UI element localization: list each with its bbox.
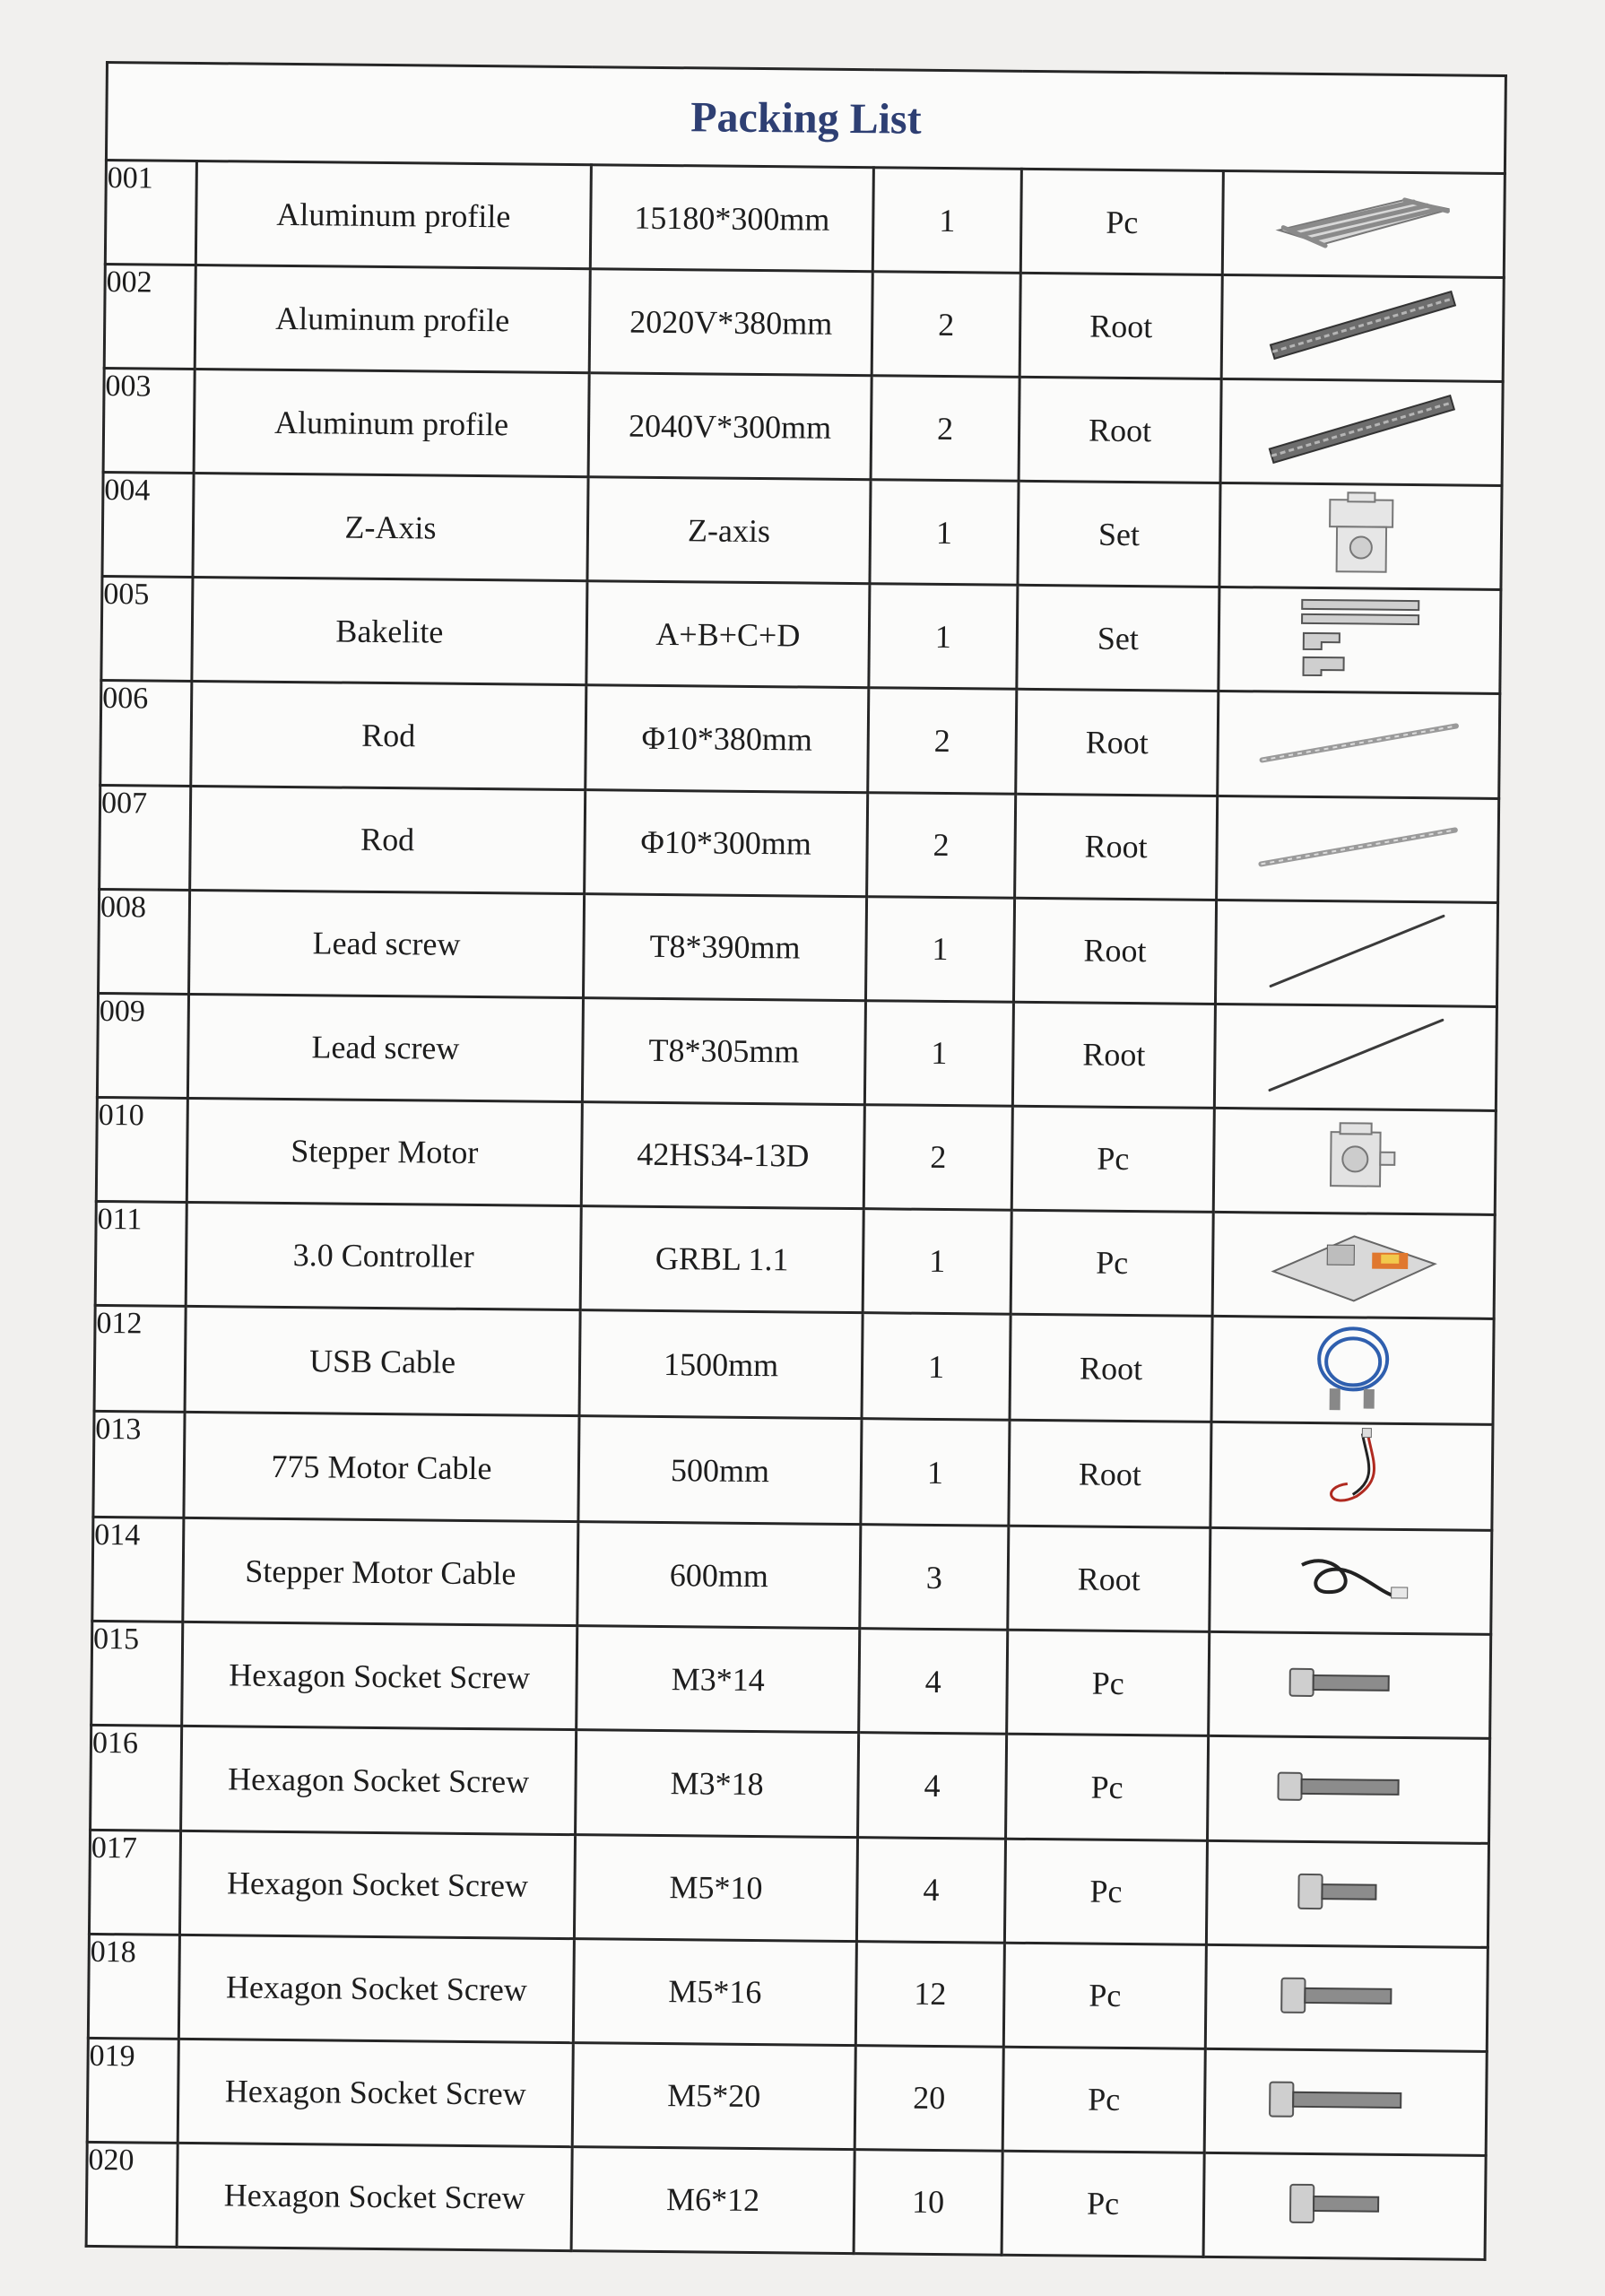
profile-bar-icon (1258, 389, 1465, 472)
table-row (100, 785, 1499, 902)
item-number: 013 (93, 1412, 185, 1518)
table-row (97, 993, 1497, 1110)
item-picture (1217, 796, 1499, 902)
item-name: Z-Axis (193, 474, 588, 581)
table-row (92, 1518, 1492, 1635)
item-unit: Root (1019, 377, 1221, 483)
table-row (91, 1622, 1491, 1739)
item-unit: Pc (1002, 2047, 1205, 2152)
item-unit: Root (1013, 898, 1216, 1004)
item-name: USB Cable (185, 1306, 580, 1415)
item-name: Hexagon Socket Screw (181, 1726, 577, 1834)
aluminum-frame-icon (1269, 181, 1458, 264)
item-spec: M5*10 (574, 1834, 857, 1941)
lead-screw-icon (1256, 1009, 1454, 1100)
item-number: 009 (97, 993, 188, 1098)
item-quantity: 1 (861, 1419, 1010, 1526)
item-number: 016 (91, 1726, 182, 1831)
item-number: 001 (105, 161, 196, 265)
item-unit: Root (1008, 1526, 1210, 1631)
item-spec: T8*305mm (582, 997, 865, 1104)
table-row (101, 577, 1501, 694)
usb-cable-icon (1298, 1318, 1407, 1418)
item-name: Hexagon Socket Screw (178, 1935, 574, 2042)
socket-screw-icon (1280, 2177, 1409, 2231)
item-name: Hexagon Socket Screw (179, 1831, 575, 1938)
bakelite-plates-icon (1292, 593, 1427, 683)
table-row (100, 681, 1500, 798)
item-quantity: 1 (869, 584, 1018, 690)
item-name: Lead screw (187, 994, 583, 1101)
table-row (99, 889, 1498, 1006)
item-spec: M5*20 (572, 2042, 855, 2149)
item-quantity: 3 (860, 1525, 1009, 1631)
item-number: 008 (99, 889, 190, 994)
item-picture (1213, 1108, 1496, 1214)
item-unit: Set (1018, 482, 1220, 587)
item-number: 002 (104, 265, 195, 370)
item-number: 003 (103, 369, 195, 474)
motor-cable-icon (1302, 1424, 1401, 1524)
item-name: Stepper Motor (187, 1098, 582, 1205)
socket-screw-icon (1260, 2072, 1431, 2127)
item-name: Rod (191, 682, 586, 789)
item-number: 018 (88, 1934, 179, 2039)
item-quantity: 2 (867, 792, 1016, 898)
item-picture (1219, 483, 1502, 590)
rod-icon (1251, 715, 1467, 770)
item-spec: T8*390mm (583, 893, 866, 1000)
item-unit: Pc (1011, 1106, 1214, 1212)
item-spec: 1500mm (579, 1310, 863, 1419)
item-quantity: 4 (858, 1733, 1007, 1839)
profile-bar-icon (1259, 285, 1466, 368)
table-row (87, 2038, 1487, 2155)
rod-icon (1250, 819, 1466, 874)
item-unit: Set (1017, 586, 1219, 691)
item-name: 775 Motor Cable (184, 1413, 579, 1522)
item-number: 011 (95, 1201, 187, 1306)
item-spec: 2020V*380mm (589, 269, 872, 376)
item-spec: M5*16 (573, 1938, 856, 2045)
item-spec: 15180*300mm (590, 165, 873, 272)
item-number: 014 (92, 1518, 184, 1622)
item-picture (1209, 1632, 1491, 1739)
item-spec: M6*12 (571, 2146, 855, 2253)
table-row (105, 161, 1505, 278)
stepper-cable-icon (1283, 1538, 1418, 1620)
item-unit: Pc (1006, 1735, 1209, 1840)
item-spec: M3*14 (577, 1626, 860, 1733)
table-row (104, 265, 1504, 382)
item-spec: 600mm (577, 1522, 861, 1629)
packing-list-body (86, 161, 1505, 2260)
item-picture (1203, 2152, 1486, 2259)
item-unit: Pc (1004, 1839, 1207, 1944)
item-spec: 500mm (578, 1416, 862, 1525)
item-picture (1214, 1004, 1497, 1110)
item-spec: Φ10*380mm (586, 685, 869, 792)
item-number: 007 (100, 785, 191, 890)
item-number: 015 (91, 1622, 183, 1726)
item-picture (1219, 587, 1501, 694)
item-unit: Pc (1003, 1943, 1206, 2048)
item-picture (1208, 1736, 1490, 1843)
table-row (94, 1305, 1494, 1424)
table-row (93, 1412, 1493, 1531)
item-picture (1222, 170, 1505, 277)
item-name: Stepper Motor Cable (183, 1518, 578, 1626)
page-title: Packing List (106, 63, 1505, 174)
item-number: 017 (89, 1830, 180, 1935)
item-quantity: 2 (863, 1105, 1012, 1211)
table-row (88, 1934, 1488, 2051)
item-quantity: 2 (871, 376, 1019, 482)
item-spec: Φ10*300mm (585, 789, 868, 896)
item-picture (1212, 1212, 1495, 1318)
item-unit: Pc (1002, 2151, 1204, 2257)
item-picture (1210, 1528, 1492, 1635)
item-name: 3.0 Controller (186, 1202, 581, 1309)
item-quantity: 1 (863, 1209, 1011, 1315)
table-row (96, 1097, 1496, 1214)
lead-screw-icon (1258, 905, 1456, 996)
item-unit: Pc (1007, 1631, 1210, 1736)
item-unit: Pc (1020, 169, 1223, 274)
packing-list-table (85, 61, 1507, 2261)
item-spec: GRBL 1.1 (580, 1206, 863, 1313)
item-name: Rod (190, 786, 586, 893)
item-number: 006 (100, 681, 192, 786)
item-quantity: 4 (856, 1837, 1005, 1943)
item-unit: Root (1012, 1002, 1215, 1108)
table-row (89, 1830, 1488, 1947)
item-name: Aluminum profile (195, 161, 591, 268)
item-picture (1215, 900, 1497, 1006)
item-name: Hexagon Socket Screw (182, 1622, 577, 1730)
table-row (91, 1726, 1490, 1843)
stepper-motor-icon (1305, 1114, 1404, 1205)
item-picture (1210, 1422, 1493, 1531)
item-number: 012 (94, 1305, 186, 1412)
item-unit: Root (1019, 273, 1222, 378)
item-name: Aluminum profile (195, 265, 590, 373)
item-spec: M3*18 (576, 1730, 859, 1837)
item-number: 004 (102, 473, 194, 578)
packing-list-sheet (85, 61, 1505, 2261)
item-name: Hexagon Socket Screw (178, 2039, 573, 2146)
item-picture (1220, 379, 1503, 486)
z-axis-icon (1311, 489, 1410, 579)
item-name: Hexagon Socket Screw (177, 2143, 572, 2250)
item-picture (1204, 2048, 1487, 2155)
item-quantity: 2 (868, 688, 1017, 794)
item-spec: 42HS34-13D (581, 1101, 864, 1208)
item-number: 005 (101, 577, 193, 682)
item-picture (1218, 691, 1500, 798)
item-picture (1205, 1944, 1488, 2051)
item-quantity: 10 (854, 2149, 1002, 2255)
item-quantity: 12 (855, 1941, 1004, 2047)
item-number: 010 (96, 1097, 187, 1202)
socket-screw-icon (1289, 1864, 1407, 1918)
item-spec: A+B+C+D (586, 581, 870, 688)
item-spec: 2040V*300mm (588, 373, 872, 480)
item-name: Bakelite (192, 578, 587, 685)
item-quantity: 2 (872, 272, 1020, 378)
controller-board-icon (1263, 1217, 1444, 1309)
socket-screw-icon (1272, 1968, 1422, 2023)
item-picture (1206, 1840, 1488, 1947)
item-unit: Pc (1011, 1210, 1213, 1316)
item-unit: Root (1009, 1420, 1211, 1527)
item-quantity: 1 (870, 480, 1019, 586)
table-row (95, 1201, 1495, 1318)
socket-screw-icon (1280, 1656, 1419, 1710)
item-quantity: 1 (872, 168, 1021, 274)
item-unit: Root (1015, 794, 1218, 900)
item-unit: Root (1010, 1314, 1212, 1422)
item-number: 020 (86, 2142, 178, 2247)
item-quantity: 1 (865, 896, 1014, 1002)
table-row (103, 369, 1503, 486)
item-quantity: 20 (855, 2045, 1003, 2151)
item-spec: Z-axis (587, 477, 871, 584)
item-quantity: 1 (862, 1313, 1011, 1421)
socket-screw-icon (1269, 1760, 1429, 1815)
item-unit: Root (1016, 690, 1219, 796)
table-row (102, 473, 1502, 590)
item-picture (1211, 1316, 1494, 1424)
item-quantity: 4 (859, 1629, 1008, 1735)
table-row (86, 2142, 1486, 2259)
item-number: 019 (87, 2038, 178, 2143)
item-quantity: 1 (864, 1000, 1013, 1106)
item-name: Aluminum profile (194, 370, 589, 477)
item-picture (1221, 275, 1504, 382)
item-name: Lead screw (189, 890, 585, 997)
